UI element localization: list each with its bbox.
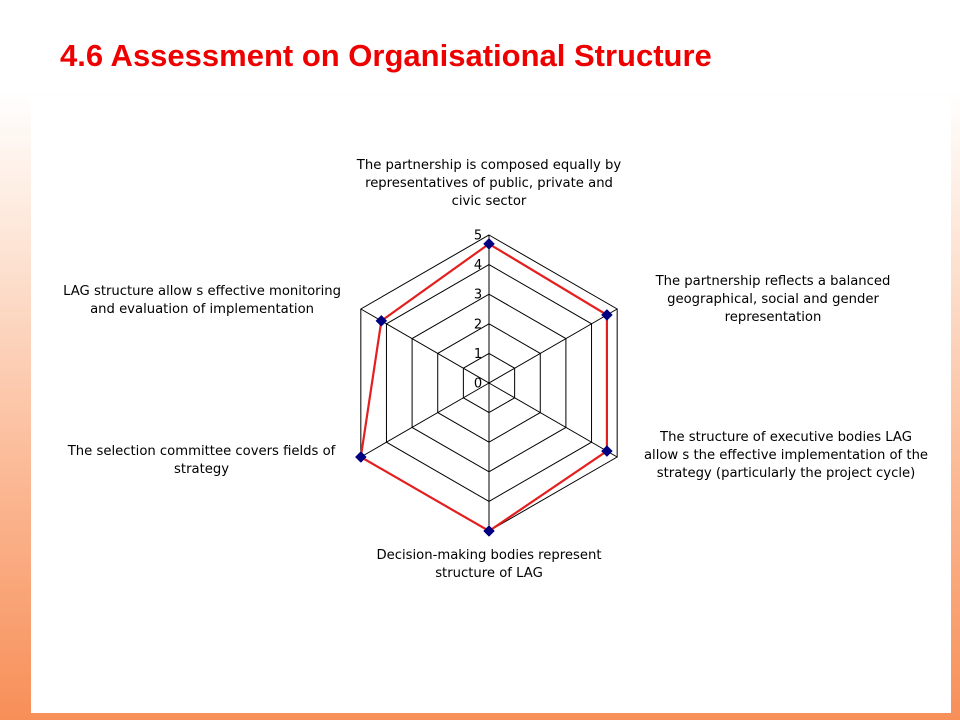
tick-label-4: 4 [473,258,483,274]
grid-spoke-2 [489,383,617,457]
category-label-line: geographical, social and gender [667,292,879,307]
category-label-line: Decision-making bodies represent [376,548,602,563]
tick-label-2: 2 [473,317,483,333]
category-label-line: civic sector [451,194,527,209]
category-label-line: structure of LAG [435,566,543,581]
series-line-0 [361,244,607,531]
tick-label-1: 1 [473,346,483,362]
radar-chart [31,97,951,713]
category-label-4 [67,444,336,477]
slide-title: 4.6 Assessment on Organisational Structure [60,38,712,73]
category-label-line: and evaluation of implementation [90,302,315,317]
category-label-line: strategy [174,462,230,477]
grid-spoke-1 [489,309,617,383]
tick-label-5: 5 [473,228,483,244]
category-label-line: allow s the effective implementation of the [643,448,929,463]
category-label-2 [644,430,928,481]
data-point-1 [601,309,612,320]
category-label-line: strategy (particularly the project cycle) [656,466,916,481]
category-label-line: The partnership is composed equally by [356,158,622,173]
tick-label-3: 3 [473,287,483,303]
category-label-line: LAG structure allow s effective monitoring [63,284,342,299]
category-label-0 [356,158,622,209]
tick-label-0: 0 [473,376,483,392]
radar-grid [361,235,617,531]
category-labels [63,158,928,581]
category-label-1 [655,274,891,325]
category-label-3 [376,548,601,581]
category-label-5 [63,284,341,317]
category-label-line: The selection committee covers fields of [67,444,336,459]
category-label-line: The partnership reflects a balanced [655,274,891,289]
chart-panel [31,97,951,713]
category-label-line: The structure of executive bodies LAG [660,430,912,445]
grid-spoke-4 [361,383,489,457]
category-label-line: representatives of public, private and [365,176,613,191]
data-point-4 [355,452,366,463]
radar-series [355,238,612,536]
category-label-line: representation [724,310,822,325]
